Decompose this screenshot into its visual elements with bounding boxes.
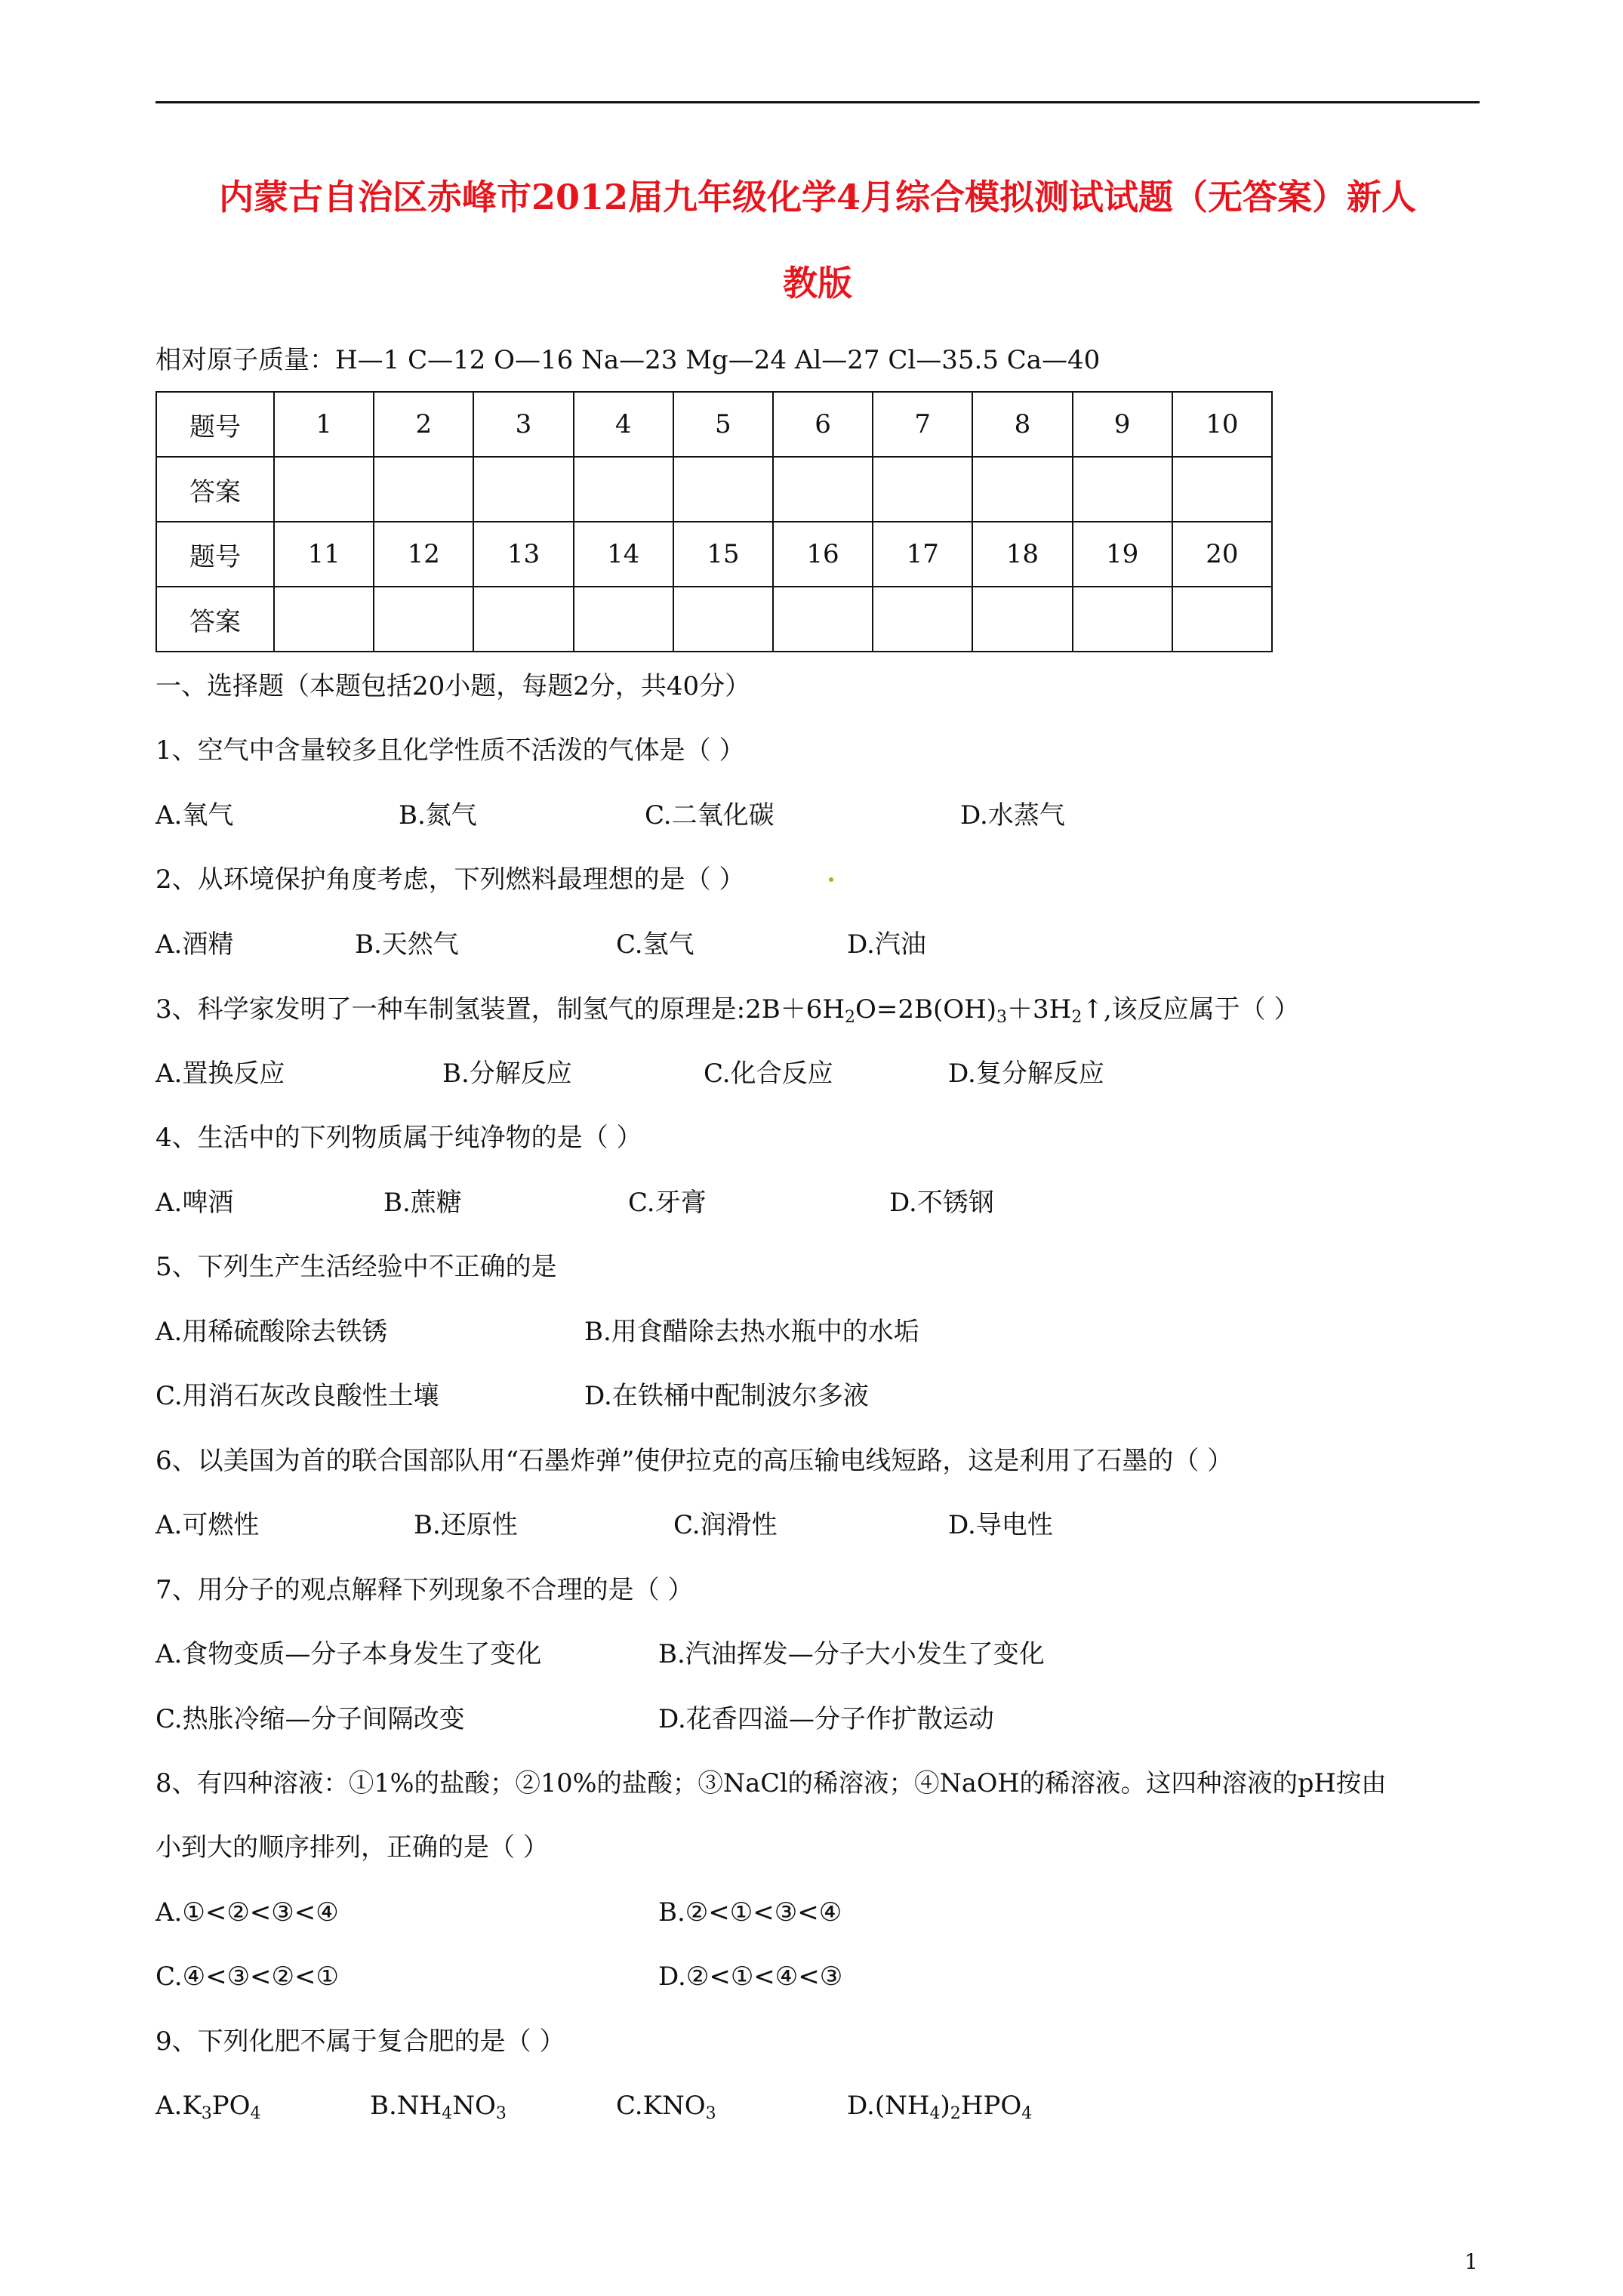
answer-cell[interactable] bbox=[773, 457, 873, 522]
table-cell: 7 bbox=[873, 392, 972, 457]
question-2-stem: 2、从环境保护角度考虑，下列燃料最理想的是（ ） bbox=[156, 864, 745, 895]
header-cell: 答案 bbox=[156, 457, 274, 522]
question-8-option-b: B.②<①<③<④ bbox=[658, 1897, 842, 1928]
question-8-stem-continued: 小到大的顺序排列，正确的是（ ） bbox=[156, 1832, 549, 1863]
answer-cell[interactable] bbox=[574, 587, 673, 652]
question-4-option-a: A.啤酒 bbox=[156, 1188, 234, 1218]
table-cell: 14 bbox=[574, 522, 673, 587]
header-cell: 题号 bbox=[156, 522, 274, 587]
table-cell: 19 bbox=[1073, 522, 1172, 587]
answer-cell[interactable] bbox=[773, 587, 873, 652]
question-4-option-c: C.牙膏 bbox=[628, 1188, 707, 1218]
table-cell: 20 bbox=[1172, 522, 1272, 587]
table-row bbox=[156, 522, 1272, 587]
section-heading: 一、选择题（本题包括20小题，每题2分，共40分） bbox=[156, 671, 751, 701]
question-4-option-b: B.蔗糖 bbox=[383, 1188, 462, 1218]
question-2-option-b: B.天然气 bbox=[355, 929, 459, 960]
question-8-option-d: D.②<①<④<③ bbox=[658, 1962, 843, 1992]
answer-cell[interactable] bbox=[374, 587, 473, 652]
document-title: 内蒙古自治区赤峰市2012届九年级化学4月综合模拟测试试题（无答案）新人 bbox=[218, 177, 1417, 217]
question-4-option-d: D.不锈钢 bbox=[889, 1188, 994, 1218]
question-3-option-a: A.置换反应 bbox=[156, 1059, 285, 1089]
question-5-option-d: D.在铁桶中配制波尔多液 bbox=[584, 1381, 869, 1411]
question-5-stem: 5、下列生产生活经验中不正确的是 bbox=[156, 1252, 557, 1282]
answer-cell[interactable] bbox=[473, 457, 573, 522]
question-1-stem: 1、空气中含量较多且化学性质不活泼的气体是（ ） bbox=[156, 735, 745, 766]
answer-cell[interactable] bbox=[972, 457, 1072, 522]
answer-cell[interactable] bbox=[673, 457, 773, 522]
table-cell: 16 bbox=[773, 522, 873, 587]
answer-cell[interactable] bbox=[873, 457, 972, 522]
question-9-option-b: $B.NH_4NO_3$ bbox=[370, 2091, 507, 2123]
question-7-option-d: D.花香四溢—分子作扩散运动 bbox=[658, 1704, 994, 1734]
answer-cell[interactable] bbox=[1172, 457, 1272, 522]
stray-mark bbox=[829, 877, 833, 882]
question-1-option-d: D.水蒸气 bbox=[960, 800, 1065, 831]
question-8-option-a: A.①<②<③<④ bbox=[156, 1897, 339, 1928]
question-6-stem: 6、以美国为首的联合国部队用“石墨炸弹”使伊拉克的高压输电线短路，这是利用了石墨的（ ） bbox=[156, 1446, 1233, 1476]
answer-cell[interactable] bbox=[1172, 587, 1272, 652]
question-7-stem: 7、用分子的观点解释下列现象不合理的是（ ） bbox=[156, 1575, 694, 1605]
question-6-option-d: D.导电性 bbox=[948, 1510, 1053, 1540]
table-cell: 12 bbox=[374, 522, 473, 587]
header-rule bbox=[156, 101, 1480, 103]
table-cell: 13 bbox=[473, 522, 573, 587]
answer-cell[interactable] bbox=[274, 587, 374, 652]
answer-cell[interactable] bbox=[972, 587, 1072, 652]
atomic-masses: 相对原子质量：H—1 C—12 O—16 Na—23 Mg—24 Al—27 Cl—35.5 Ca—40 bbox=[156, 345, 1101, 375]
table-cell: 2 bbox=[374, 392, 473, 457]
table-row bbox=[156, 587, 1272, 652]
table-cell: 4 bbox=[574, 392, 673, 457]
question-3-option-b: B.分解反应 bbox=[442, 1059, 572, 1089]
table-cell: 3 bbox=[473, 392, 573, 457]
question-3-stem: 3、科学家发明了一种车制氢装置，制氢气的原理是$:2B+6H_2O=2B(OH)_3+3H_2↑$,该反应属于（ ） bbox=[156, 994, 1300, 1027]
answer-cell[interactable] bbox=[1073, 457, 1172, 522]
question-4-stem: 4、生活中的下列物质属于纯净物的是（ ） bbox=[156, 1123, 642, 1153]
answer-cell[interactable] bbox=[274, 457, 374, 522]
table-row bbox=[156, 392, 1272, 457]
question-9-option-a: $A.K_3PO_4$ bbox=[156, 2091, 261, 2123]
document-title-continued: 教版 bbox=[783, 263, 852, 304]
question-7-option-c: C.热胀冷缩—分子间隔改变 bbox=[156, 1704, 465, 1734]
answer-table bbox=[156, 391, 1273, 652]
question-1-option-a: A.氧气 bbox=[156, 800, 234, 831]
question-9-option-d: $D.(NH_4)_2HPO_4$ bbox=[847, 2091, 1033, 2123]
answer-cell[interactable] bbox=[574, 457, 673, 522]
table-cell: 10 bbox=[1172, 392, 1272, 457]
table-cell: 15 bbox=[673, 522, 773, 587]
table-cell: 17 bbox=[873, 522, 972, 587]
question-2-option-d: D.汽油 bbox=[847, 929, 926, 960]
header-cell: 题号 bbox=[156, 392, 274, 457]
question-7-option-b: B.汽油挥发—分子大小发生了变化 bbox=[658, 1639, 1045, 1669]
question-1-option-b: B.氮气 bbox=[399, 800, 477, 831]
table-row bbox=[156, 457, 1272, 522]
question-9-option-c: $C.KNO_3$ bbox=[616, 2091, 716, 2123]
table-cell: 6 bbox=[773, 392, 873, 457]
question-2-option-c: C.氢气 bbox=[616, 929, 694, 960]
question-9-stem: 9、下列化肥不属于复合肥的是（ ） bbox=[156, 2026, 565, 2057]
answer-cell[interactable] bbox=[374, 457, 473, 522]
question-6-option-b: B.还原性 bbox=[414, 1510, 518, 1540]
answer-cell[interactable] bbox=[1073, 587, 1172, 652]
answer-cell[interactable] bbox=[473, 587, 573, 652]
table-cell: 18 bbox=[972, 522, 1072, 587]
answer-cell[interactable] bbox=[673, 587, 773, 652]
table-cell: 9 bbox=[1073, 392, 1172, 457]
table-cell: 11 bbox=[274, 522, 374, 587]
answer-cell[interactable] bbox=[873, 587, 972, 652]
page-number: 1 bbox=[1464, 2249, 1478, 2274]
question-3-option-c: C.化合反应 bbox=[704, 1059, 833, 1089]
question-5-option-b: B.用食醋除去热水瓶中的水垢 bbox=[584, 1317, 919, 1347]
question-8-option-c: C.④<③<②<① bbox=[156, 1962, 339, 1992]
table-cell: 8 bbox=[972, 392, 1072, 457]
question-1-option-c: C.二氧化碳 bbox=[645, 800, 775, 831]
question-2-option-a: A.酒精 bbox=[156, 929, 234, 960]
question-3-option-d: D.复分解反应 bbox=[948, 1059, 1104, 1089]
header-cell: 答案 bbox=[156, 587, 274, 652]
question-5-option-c: C.用消石灰改良酸性土壤 bbox=[156, 1381, 439, 1411]
question-6-option-a: A.可燃性 bbox=[156, 1510, 260, 1540]
question-8-stem: 8、有四种溶液：①1%的盐酸；②10%的盐酸；③NaCl的稀溶液；④NaOH的稀溶液。这四种溶液的pH按由 bbox=[156, 1768, 1387, 1798]
question-5-option-a: A.用稀硫酸除去铁锈 bbox=[156, 1317, 388, 1347]
table-cell: 1 bbox=[274, 392, 374, 457]
table-cell: 5 bbox=[673, 392, 773, 457]
question-7-option-a: A.食物变质—分子本身发生了变化 bbox=[156, 1639, 542, 1669]
question-6-option-c: C.润滑性 bbox=[673, 1510, 778, 1540]
